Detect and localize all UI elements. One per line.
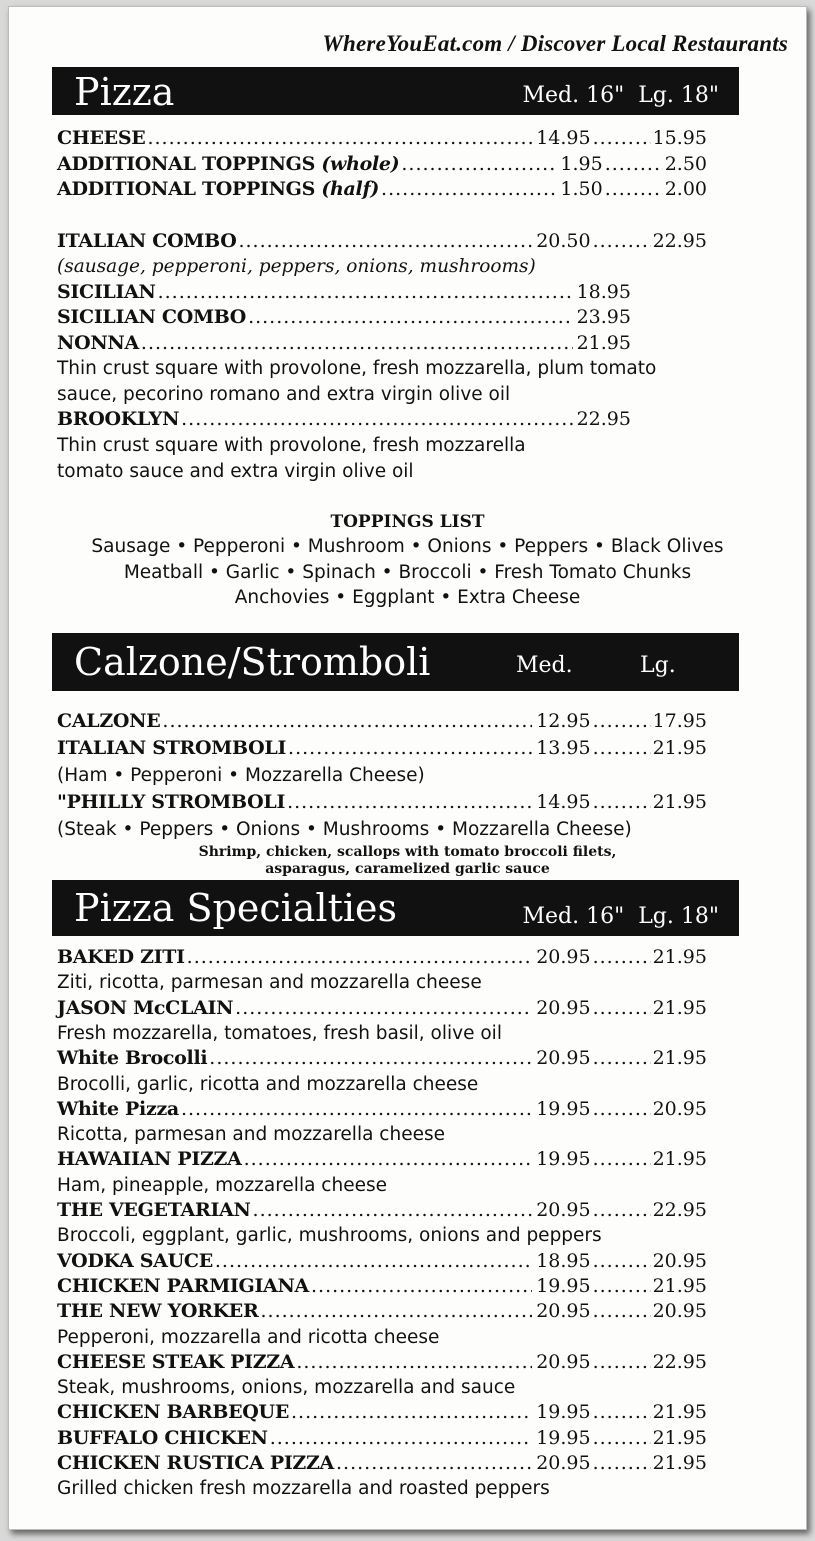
menu-item [57,229,707,253]
item-name: THE VEGETARIAN [57,1199,251,1221]
item-name: "PHILLY STROMBOLI [57,791,286,813]
menu-item [57,736,707,760]
price-medium: 14.95 [536,127,591,149]
calzone-section-header [52,633,739,691]
menu-item [57,407,631,431]
menu-item [57,709,707,733]
price-medium: 20.95 [536,1452,591,1474]
price-large: 21.95 [652,1426,707,1449]
item-description: sauce, pecorino romano and extra virgin olive oil [57,384,511,405]
item-name: CHICKEN BARBEQUE [57,1401,289,1424]
item-name: ITALIAN COMBO [57,230,237,252]
pizza-title: Pizza [74,70,175,114]
item-name: BAKED ZITI [57,946,185,968]
price-large: 21.95 [652,946,707,968]
item-name: THE NEW YORKER [57,1300,259,1323]
item-description: Pepperoni, mozzarella and ricotta cheese [57,1326,440,1348]
menu-item [57,152,707,176]
price-large: 21.95 [652,1047,707,1070]
toppings-line: Meatball • Garlic • Spinach • Broccoli • Fresh Tomato Chunks [123,562,692,583]
menu-item [57,305,631,329]
item-name: White Brocolli [57,1047,208,1070]
price-medium: 1.95 [560,153,603,175]
price-large: 22.95 [652,1199,707,1221]
item-description: (sausage, pepperoni, peppers, onions, mushrooms) [57,256,536,277]
menu-item [57,1426,707,1450]
menu-item [57,1400,707,1424]
item-name: BROOKLYN [57,408,180,430]
toppings-heading: TOPPINGS LIST [330,512,485,532]
price-medium: 22.95 [576,408,631,430]
price-medium: 18.95 [536,1249,591,1272]
item-description: Grilled chicken fresh mozzarella and roasted peppers [57,1478,550,1500]
item-name: BUFFALO CHICKEN [57,1426,268,1449]
menu-item [57,1274,707,1298]
item-name: VODKA SAUCE [57,1249,213,1272]
menu-item [57,280,631,304]
item-name: HAWAIIAN PIZZA [57,1148,242,1171]
item-description: Broccoli, eggplant, garlic, mushrooms, onions and peppers [57,1225,602,1247]
menu-item [57,1198,707,1222]
item-name: CHEESE [57,127,146,149]
price-large: 17.95 [652,710,707,732]
price-medium: 19.95 [536,1426,591,1449]
price-large: 22.95 [652,230,707,252]
menu-item [57,790,707,814]
item-name: CHICKEN PARMIGIANA [57,1274,309,1297]
item-name: CHICKEN RUSTICA PIZZA [57,1452,335,1474]
menu-item [57,177,707,201]
price-large: 21.95 [652,1401,707,1424]
calzone-medium-label: Med. [516,653,573,678]
price-large: 2.00 [664,178,707,200]
price-large: 21.95 [652,737,707,759]
price-medium: 1.50 [560,178,603,200]
price-large: 21.95 [652,1274,707,1297]
price-large: 21.95 [652,996,707,1019]
price-medium: 20.95 [536,996,591,1019]
price-medium: 13.95 [536,737,591,759]
calzone-note: Shrimp, chicken, scallops with tomato broccoli filets, [198,844,617,860]
pizza-section-header [52,67,739,115]
price-medium: 19.95 [536,1401,591,1424]
menu-item [57,126,707,150]
price-large: 20.95 [652,1097,707,1120]
menu-item [57,945,707,969]
specialties-section-header [52,880,739,936]
menu-item [57,1147,707,1171]
price-medium: 19.95 [536,1148,591,1171]
item-name: JASON McCLAIN [57,996,234,1019]
menu-item [57,331,631,355]
calzone-large-label: Lg. [640,653,676,678]
price-large: 22.95 [652,1350,707,1373]
price-medium: 20.95 [536,1047,591,1070]
price-medium: 18.95 [576,281,631,303]
price-medium: 20.95 [536,1300,591,1323]
item-description: tomato sauce and extra virgin olive oil [57,461,414,482]
price-medium: 20.95 [536,1350,591,1373]
item-description: Thin crust square with provolone, fresh mozzarella [57,435,526,456]
item-name: CALZONE [57,710,161,732]
price-large: 21.95 [652,1452,707,1474]
item-description: Ricotta, parmesan and mozzarella cheese [57,1124,445,1146]
price-medium: 23.95 [576,306,631,328]
item-qualifier: (whole) [321,153,400,175]
item-name: ADDITIONAL TOPPINGS [57,153,316,175]
menu-item [57,1097,707,1121]
price-large: 2.50 [664,153,707,175]
pizza-size-labels: Med. 16" Lg. 18" [522,83,719,108]
item-description: (Ham • Pepperoni • Mozzarella Cheese) [57,765,425,786]
price-medium: 20.50 [536,230,591,252]
price-medium: 19.95 [536,1097,591,1120]
specialties-size-labels: Med. 16" Lg. 18" [522,904,719,929]
item-qualifier: (half) [321,178,380,200]
calzone-title: Calzone/Stromboli [74,640,431,684]
menu-item [57,996,707,1020]
item-name: CHEESE STEAK PIZZA [57,1350,295,1373]
toppings-line: Anchovies • Eggplant • Extra Cheese [234,587,581,608]
price-medium: 19.95 [536,1274,591,1297]
item-name: NONNA [57,332,139,354]
item-name: ITALIAN STROMBOLI [57,737,287,759]
item-description: Ziti, ricotta, parmesan and mozzarella cheese [57,972,482,994]
menu-item [57,1451,707,1475]
menu-page [8,6,807,1530]
price-medium: 12.95 [536,710,591,732]
toppings-line: Sausage • Pepperoni • Mushroom • Onions • Peppers • Black Olives [91,536,724,557]
item-description: Thin crust square with provolone, fresh mozzarella, plum tomato [57,358,657,379]
menu-item [57,1299,707,1323]
item-description: (Steak • Peppers • Onions • Mushrooms • Mozzarella Cheese) [57,819,632,840]
menu-item [57,1249,707,1273]
item-description: Fresh mozzarella, tomatoes, fresh basil, olive oil [57,1022,502,1044]
item-name: SICILIAN [57,281,156,303]
price-medium: 21.95 [576,332,631,354]
item-name: SICILIAN COMBO [57,306,247,328]
calzone-note: asparagus, caramelized garlic sauce [265,861,550,877]
item-description: Ham, pineapple, mozzarella cheese [57,1174,387,1196]
item-name: White Pizza [57,1097,179,1120]
menu-item [57,1350,707,1374]
price-large: 21.95 [652,791,707,813]
price-large: 20.95 [652,1249,707,1272]
price-medium: 14.95 [536,791,591,813]
item-name: ADDITIONAL TOPPINGS [57,178,316,200]
price-medium: 20.95 [536,1199,591,1221]
price-medium: 20.95 [536,946,591,968]
price-large: 20.95 [652,1300,707,1323]
price-large: 15.95 [652,127,707,149]
menu-item [57,1046,707,1070]
item-description: Brocolli, garlic, ricotta and mozzarella cheese [57,1073,479,1095]
specialties-title: Pizza Specialties [74,886,397,930]
item-description: Steak, mushrooms, onions, mozzarella and sauce [57,1377,516,1399]
price-large: 21.95 [652,1148,707,1171]
site-header: WhereYouEat.com / Discover Local Restaurants [322,31,788,56]
